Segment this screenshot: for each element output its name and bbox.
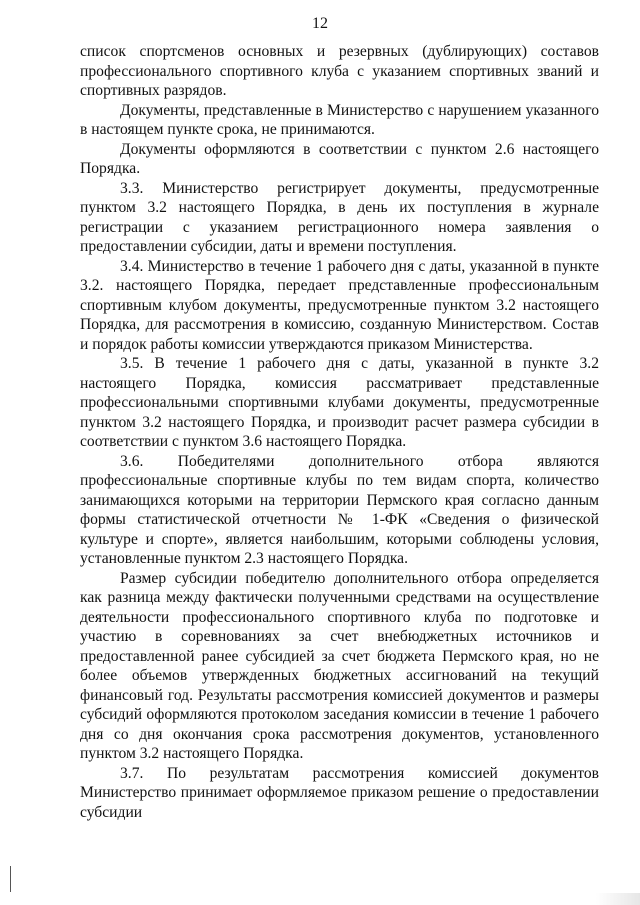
scan-edge-mark (10, 866, 11, 892)
paragraph-3-6: 3.6. Победителями дополнительного отбора являются профессиональные спортивные клубы по тем видам спорта, количество занимающихся которыми на территории Пермского края согласно данным формы статистической отчетности № 1-ФК «Сведения о физической культуре и спорте», является наибольшим, которыми соблюдены условия, установленные пунктом 2.3 настоящего Порядка. (80, 452, 599, 567)
paragraph-subsidy-size: Размер субсидии победителю дополнительного отбора определяется как разница между фактически полученными средствами на осуществление деятельности профессионального спортивного клуба по подготовке и участию в соревнованиях за счет внебюджетных источников и предоставленной ранее субсидией за счет бюджета Пермского края, но не более объемов утвержденных бюджетных ассигнований на текущий финансовый год. Результаты рассмотрения комиссией документов и размеры субсидий оформляются протоколом заседания комиссии в течение 1 рабочего дня со дня окончания срока рассмотрения документов, установленного пунктом 3.2 настоящего Порядка. (80, 569, 599, 762)
paragraph-3-7: 3.7. По результатам рассмотрения комиссией документов Министерство принимает оформляемое приказом решение о предоставлении субсидии (80, 764, 599, 821)
paragraph-documents-format: Документы оформляются в соответствии с пунктом 2.6 настоящего Порядка. (80, 140, 599, 177)
page-number: 12 (312, 15, 328, 32)
paragraph-3-3: 3.3. Министерство регистрирует документы, предусмотренные пунктом 3.2 настоящего Порядка, в день их поступления в журнале регистрации с указанием регистрационного номера заявления о предоставлении субсидии, даты и времени поступления. (80, 179, 599, 255)
document-body (80, 42, 599, 822)
paragraph-athletes-list: список спортсменов основных и резервных (дублирующих) составов профессионального спортивного клуба с указанием спортивных званий и спортивных разрядов. (80, 43, 599, 99)
paragraph-3-4: 3.4. Министерство в течение 1 рабочего дня с даты, указанной в пункте 3.2. настоящего Порядка, передает представленные профессиональным спортивным клубом документы, предусмотренные пунктом 3.2 настоящего Порядка, для рассмотрения в комиссию, созданную Министерством. Состав и порядок работы комиссии утверждаются приказом Министерства. (80, 257, 599, 353)
paragraph-late-documents: Документы, представленные в Министерство с нарушением указанного в настоящем пункте срока, не принимаются. (80, 101, 599, 138)
scan-corner-mark (596, 893, 640, 905)
paragraph-3-5: 3.5. В течение 1 рабочего дня с даты, указанной в пункте 3.2 настоящего Порядка, комиссия рассматривает представленные профессиональными спортивными клубами документы, предусмотренные пунктом 3.2 настоящего Порядка, и производит расчет размера субсидии в соответствии с пунктом 3.6 настоящего Порядка. (80, 355, 599, 450)
